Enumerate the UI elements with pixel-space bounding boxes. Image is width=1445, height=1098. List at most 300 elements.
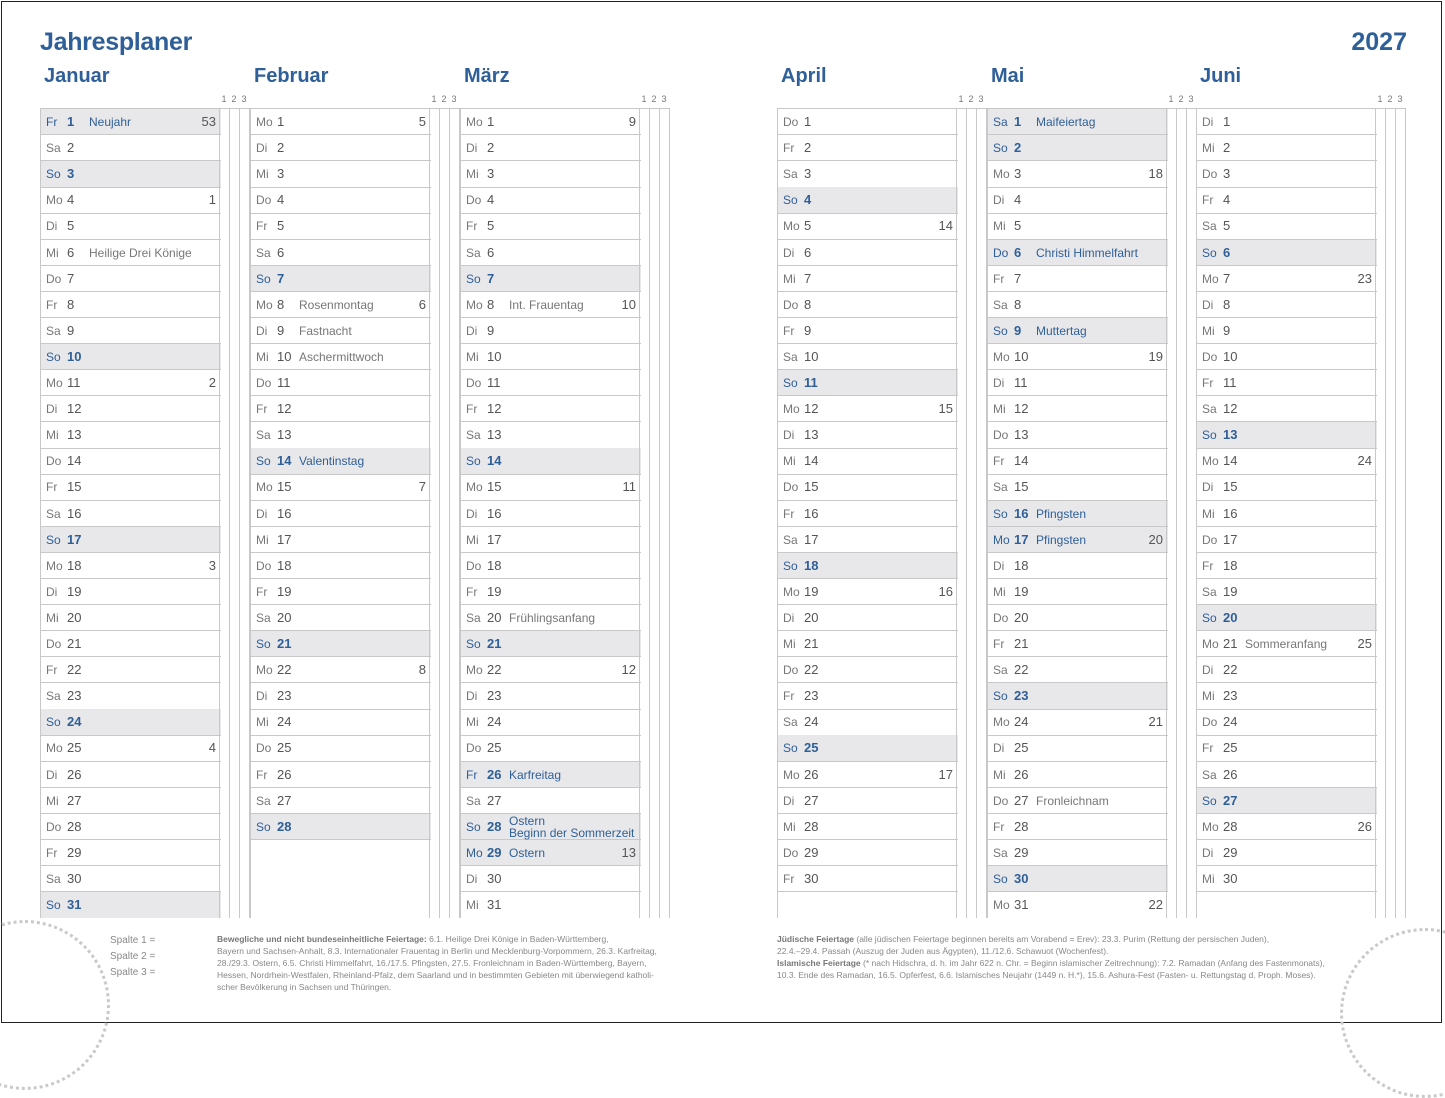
day-row[interactable] bbox=[461, 501, 641, 527]
weekday-label: Do bbox=[1202, 349, 1218, 364]
day-number: 9 bbox=[67, 322, 75, 338]
day-row[interactable] bbox=[1197, 213, 1377, 239]
day-number: 6 bbox=[1014, 244, 1022, 260]
weekday-label: Di bbox=[783, 245, 795, 260]
day-row[interactable] bbox=[461, 161, 641, 187]
day-row[interactable] bbox=[461, 422, 641, 448]
day-row[interactable] bbox=[41, 187, 221, 213]
weekday-label: Fr bbox=[783, 689, 795, 704]
weekday-label: Fr bbox=[46, 115, 58, 129]
weekday-label: So bbox=[993, 871, 1008, 886]
day-row[interactable] bbox=[778, 448, 958, 474]
day-row[interactable] bbox=[778, 866, 958, 892]
day-row[interactable] bbox=[1197, 344, 1377, 370]
day-row[interactable] bbox=[461, 709, 641, 735]
day-row[interactable] bbox=[41, 892, 221, 918]
day-row[interactable] bbox=[41, 266, 221, 292]
day-row[interactable] bbox=[461, 762, 641, 788]
day-row[interactable] bbox=[1197, 735, 1377, 761]
weekday-label: Do bbox=[466, 741, 482, 756]
day-row[interactable] bbox=[778, 683, 958, 709]
day-row[interactable] bbox=[778, 579, 958, 605]
day-row[interactable] bbox=[778, 370, 958, 396]
day-row[interactable] bbox=[778, 631, 958, 657]
day-row[interactable] bbox=[251, 709, 431, 735]
day-row[interactable] bbox=[41, 631, 221, 657]
day-row[interactable] bbox=[461, 527, 641, 553]
weekday-label: Di bbox=[466, 141, 478, 156]
day-number: 14 bbox=[487, 453, 502, 469]
day-number: 24 bbox=[1014, 714, 1029, 730]
day-row[interactable] bbox=[1197, 866, 1377, 892]
day-number: 30 bbox=[1014, 870, 1029, 886]
weekday-label: Mo bbox=[1202, 637, 1219, 651]
day-number: 16 bbox=[67, 505, 82, 521]
day-row[interactable] bbox=[988, 187, 1168, 213]
day-number: 2 bbox=[1014, 140, 1022, 156]
day-row[interactable] bbox=[778, 344, 958, 370]
day-row[interactable] bbox=[988, 892, 1168, 918]
day-row[interactable] bbox=[988, 553, 1168, 579]
weekday-label: Fr bbox=[993, 637, 1005, 651]
day-row[interactable] bbox=[251, 135, 431, 161]
week-number: 13 bbox=[621, 844, 636, 860]
day-row[interactable] bbox=[251, 474, 431, 500]
day-row[interactable] bbox=[251, 161, 431, 187]
column-number: 1 bbox=[221, 94, 227, 104]
weekday-label: Mo bbox=[46, 193, 63, 208]
day-number: 22 bbox=[277, 662, 292, 678]
day-row[interactable] bbox=[1197, 422, 1377, 448]
day-row[interactable] bbox=[778, 840, 958, 866]
weekday-label: Di bbox=[1202, 297, 1214, 312]
weekday-label: Sa bbox=[1202, 767, 1217, 782]
day-row[interactable] bbox=[778, 501, 958, 527]
day-row[interactable] bbox=[1197, 474, 1377, 500]
day-row[interactable] bbox=[41, 709, 221, 735]
weekday-label: So bbox=[783, 376, 798, 390]
day-number: 3 bbox=[67, 166, 75, 182]
day-row[interactable] bbox=[778, 292, 958, 318]
day-row[interactable] bbox=[461, 631, 641, 657]
weekday-label: Mi bbox=[1202, 689, 1215, 704]
day-row[interactable] bbox=[251, 422, 431, 448]
day-row[interactable] bbox=[461, 292, 641, 318]
day-row[interactable] bbox=[778, 396, 958, 422]
day-number: 13 bbox=[487, 427, 502, 443]
day-number: 7 bbox=[67, 270, 75, 286]
weekday-label: So bbox=[46, 898, 61, 912]
weekday-label: Mo bbox=[466, 845, 483, 860]
column-number: 3 bbox=[978, 94, 984, 104]
day-row[interactable] bbox=[461, 657, 641, 683]
day-row[interactable] bbox=[778, 762, 958, 788]
day-number: 31 bbox=[487, 897, 502, 912]
day-row[interactable] bbox=[988, 292, 1168, 318]
day-number: 23 bbox=[67, 688, 82, 704]
day-row[interactable] bbox=[41, 814, 221, 840]
day-row[interactable] bbox=[988, 396, 1168, 422]
day-row[interactable] bbox=[1197, 292, 1377, 318]
weekday-label: Do bbox=[993, 793, 1009, 808]
day-row[interactable] bbox=[988, 448, 1168, 474]
week-number: 10 bbox=[621, 296, 636, 312]
day-row[interactable] bbox=[251, 448, 431, 474]
day-row[interactable] bbox=[1197, 501, 1377, 527]
column-legend bbox=[110, 933, 155, 981]
day-row[interactable] bbox=[41, 866, 221, 892]
day-row[interactable] bbox=[778, 187, 958, 213]
day-row[interactable] bbox=[1197, 762, 1377, 788]
day-row[interactable] bbox=[461, 370, 641, 396]
day-row[interactable] bbox=[41, 840, 221, 866]
day-row[interactable] bbox=[461, 396, 641, 422]
day-row[interactable] bbox=[988, 735, 1168, 761]
day-row[interactable] bbox=[461, 735, 641, 761]
day-row[interactable] bbox=[41, 109, 221, 135]
notes-title: Islamische Feiertage bbox=[777, 958, 861, 968]
day-number: 10 bbox=[67, 348, 82, 364]
day-row[interactable] bbox=[461, 683, 641, 709]
day-row[interactable] bbox=[988, 631, 1168, 657]
day-row[interactable] bbox=[41, 579, 221, 605]
weekday-label: Fr bbox=[256, 584, 268, 599]
day-row[interactable] bbox=[1197, 657, 1377, 683]
day-row[interactable] bbox=[988, 318, 1168, 344]
day-row[interactable] bbox=[1197, 396, 1377, 422]
year-label: 2027 bbox=[1351, 28, 1407, 56]
column-number: 1 bbox=[431, 94, 437, 104]
day-row[interactable] bbox=[41, 657, 221, 683]
day-row[interactable] bbox=[988, 135, 1168, 161]
day-number: 31 bbox=[1014, 897, 1029, 912]
day-row[interactable] bbox=[1197, 527, 1377, 553]
day-row[interactable] bbox=[461, 840, 641, 866]
weekday-label: Sa bbox=[256, 245, 271, 260]
weekday-label: Mo bbox=[993, 167, 1010, 182]
day-row[interactable] bbox=[1197, 579, 1377, 605]
weekday-label: Mo bbox=[466, 480, 483, 495]
month-name: Januar bbox=[44, 65, 110, 87]
day-row[interactable] bbox=[988, 657, 1168, 683]
day-row[interactable] bbox=[251, 370, 431, 396]
day-row[interactable] bbox=[41, 318, 221, 344]
day-row[interactable] bbox=[251, 553, 431, 579]
day-row[interactable] bbox=[251, 605, 431, 631]
day-row[interactable] bbox=[251, 579, 431, 605]
day-row[interactable] bbox=[461, 344, 641, 370]
day-number: 20 bbox=[67, 609, 82, 625]
day-row[interactable] bbox=[461, 474, 641, 500]
day-row[interactable] bbox=[41, 605, 221, 631]
month-column bbox=[460, 62, 670, 918]
day-row[interactable] bbox=[251, 657, 431, 683]
day-row[interactable] bbox=[778, 814, 958, 840]
day-row[interactable] bbox=[988, 762, 1168, 788]
day-row[interactable] bbox=[778, 605, 958, 631]
day-row[interactable] bbox=[1197, 553, 1377, 579]
grid-line bbox=[1186, 108, 1187, 918]
day-row[interactable] bbox=[41, 292, 221, 318]
day-row[interactable] bbox=[778, 422, 958, 448]
day-number: 22 bbox=[487, 662, 502, 678]
holiday-label: Pfingsten bbox=[1036, 532, 1087, 547]
weekday-label: Do bbox=[1202, 167, 1218, 182]
day-row[interactable] bbox=[41, 213, 221, 239]
day-row[interactable] bbox=[251, 788, 431, 814]
day-row[interactable] bbox=[988, 840, 1168, 866]
day-row[interactable] bbox=[988, 422, 1168, 448]
day-row[interactable] bbox=[1197, 840, 1377, 866]
day-row[interactable] bbox=[988, 709, 1168, 735]
day-row[interactable] bbox=[778, 553, 958, 579]
day-row[interactable] bbox=[988, 266, 1168, 292]
day-row[interactable] bbox=[461, 318, 641, 344]
day-row[interactable] bbox=[251, 814, 431, 840]
day-row[interactable] bbox=[41, 396, 221, 422]
day-number: 20 bbox=[1223, 609, 1238, 625]
day-row[interactable] bbox=[1197, 187, 1377, 213]
day-row[interactable] bbox=[41, 553, 221, 579]
day-row[interactable] bbox=[251, 213, 431, 239]
week-number: 9 bbox=[628, 114, 636, 129]
weekday-label: Mi bbox=[993, 584, 1006, 599]
day-row[interactable] bbox=[251, 501, 431, 527]
day-row[interactable] bbox=[1197, 109, 1377, 135]
day-row[interactable] bbox=[461, 788, 641, 814]
day-row[interactable] bbox=[41, 344, 221, 370]
day-row[interactable] bbox=[41, 501, 221, 527]
day-row[interactable] bbox=[1197, 605, 1377, 631]
day-row[interactable] bbox=[1197, 448, 1377, 474]
day-number: 2 bbox=[277, 140, 285, 156]
day-row[interactable] bbox=[251, 762, 431, 788]
day-number: 27 bbox=[1014, 792, 1029, 808]
day-number: 27 bbox=[487, 792, 502, 808]
day-row[interactable] bbox=[461, 213, 641, 239]
week-number: 21 bbox=[1148, 714, 1163, 730]
day-row[interactable] bbox=[461, 135, 641, 161]
day-row[interactable] bbox=[251, 631, 431, 657]
weekday-label: Di bbox=[1202, 480, 1214, 495]
day-row[interactable] bbox=[41, 135, 221, 161]
notes-text: 28./29.3. Ostern, 6.5. Christi Himmelfahrt, 16./17.5. Pfingsten, 27.5. Fronleichnam in Baden-Württemberg, Bayern, bbox=[217, 958, 647, 968]
day-row[interactable] bbox=[251, 683, 431, 709]
weekday-label: Sa bbox=[993, 115, 1008, 129]
day-row[interactable] bbox=[988, 605, 1168, 631]
day-number: 14 bbox=[804, 453, 819, 469]
weekday-label: Di bbox=[256, 689, 268, 704]
day-row[interactable] bbox=[988, 866, 1168, 892]
day-row[interactable] bbox=[778, 788, 958, 814]
day-number: 9 bbox=[1223, 322, 1231, 338]
day-number: 9 bbox=[804, 322, 812, 338]
day-row[interactable] bbox=[988, 501, 1168, 527]
weekday-label: Fr bbox=[783, 871, 795, 886]
column-number: 3 bbox=[1397, 94, 1403, 104]
day-row[interactable] bbox=[41, 422, 221, 448]
weekday-label: Mi bbox=[256, 167, 269, 182]
day-row[interactable] bbox=[778, 213, 958, 239]
column-number: 2 bbox=[651, 94, 657, 104]
day-row[interactable] bbox=[41, 240, 221, 266]
day-row[interactable] bbox=[778, 135, 958, 161]
day-row[interactable] bbox=[41, 448, 221, 474]
day-row[interactable] bbox=[1197, 318, 1377, 344]
day-row[interactable] bbox=[461, 187, 641, 213]
day-row[interactable] bbox=[1197, 788, 1377, 814]
weekday-label: Di bbox=[466, 506, 478, 521]
weekday-label: So bbox=[1202, 793, 1217, 808]
day-number: 5 bbox=[67, 218, 75, 234]
day-row[interactable] bbox=[251, 266, 431, 292]
day-number: 28 bbox=[804, 818, 819, 834]
weekday-label: Fr bbox=[466, 219, 478, 234]
day-number: 18 bbox=[804, 557, 819, 573]
weekday-label: Fr bbox=[993, 819, 1005, 834]
day-row[interactable] bbox=[988, 161, 1168, 187]
day-row[interactable] bbox=[251, 527, 431, 553]
day-number: 23 bbox=[277, 688, 292, 704]
day-row[interactable] bbox=[41, 527, 221, 553]
day-row[interactable] bbox=[778, 657, 958, 683]
day-row[interactable] bbox=[1197, 240, 1377, 266]
weekday-label: So bbox=[1202, 245, 1217, 260]
day-row[interactable] bbox=[251, 187, 431, 213]
day-number: 26 bbox=[277, 766, 292, 782]
day-row[interactable] bbox=[461, 266, 641, 292]
day-row[interactable] bbox=[778, 474, 958, 500]
day-row[interactable] bbox=[1197, 683, 1377, 709]
day-row[interactable] bbox=[1197, 370, 1377, 396]
day-row[interactable] bbox=[988, 814, 1168, 840]
day-row[interactable] bbox=[461, 448, 641, 474]
day-row[interactable] bbox=[461, 605, 641, 631]
day-number: 8 bbox=[67, 296, 75, 312]
day-row[interactable] bbox=[778, 240, 958, 266]
week-number: 3 bbox=[208, 557, 216, 573]
day-row[interactable] bbox=[988, 474, 1168, 500]
day-row[interactable] bbox=[778, 318, 958, 344]
day-row[interactable] bbox=[988, 109, 1168, 135]
weekday-label: Fr bbox=[256, 219, 268, 234]
day-row[interactable] bbox=[461, 866, 641, 892]
day-row[interactable] bbox=[41, 474, 221, 500]
day-row[interactable] bbox=[461, 579, 641, 605]
day-row[interactable] bbox=[988, 788, 1168, 814]
grid-line bbox=[669, 108, 670, 918]
weekday-label: Sa bbox=[1202, 584, 1217, 599]
weekday-label: Do bbox=[256, 558, 272, 573]
day-row[interactable] bbox=[251, 735, 431, 761]
day-row[interactable] bbox=[461, 553, 641, 579]
day-row[interactable] bbox=[988, 344, 1168, 370]
day-number: 15 bbox=[277, 479, 292, 495]
weekday-label: Di bbox=[466, 323, 478, 338]
day-row[interactable] bbox=[251, 396, 431, 422]
day-number: 6 bbox=[1223, 244, 1231, 260]
day-number: 13 bbox=[277, 427, 292, 443]
weekday-label: Mi bbox=[466, 898, 479, 912]
day-number: 16 bbox=[277, 505, 292, 521]
week-number: 6 bbox=[418, 296, 426, 312]
day-row[interactable] bbox=[41, 788, 221, 814]
day-row[interactable] bbox=[41, 683, 221, 709]
day-row[interactable] bbox=[41, 762, 221, 788]
day-row[interactable] bbox=[251, 240, 431, 266]
day-number: 10 bbox=[1014, 348, 1029, 364]
day-row[interactable] bbox=[988, 240, 1168, 266]
day-row[interactable] bbox=[1197, 266, 1377, 292]
day-row[interactable] bbox=[461, 240, 641, 266]
day-row[interactable] bbox=[461, 814, 641, 840]
day-number: 13 bbox=[1223, 427, 1238, 443]
day-number: 10 bbox=[804, 348, 819, 364]
month-name: Februar bbox=[254, 65, 329, 87]
day-row[interactable] bbox=[1197, 709, 1377, 735]
day-row[interactable] bbox=[988, 579, 1168, 605]
holiday-label: Rosenmontag bbox=[299, 297, 374, 312]
weekday-label: Mi bbox=[466, 532, 479, 547]
day-row[interactable] bbox=[1197, 161, 1377, 187]
grid-line bbox=[1395, 108, 1396, 918]
day-row[interactable] bbox=[988, 683, 1168, 709]
day-number: 8 bbox=[804, 296, 812, 312]
day-row[interactable] bbox=[461, 109, 641, 135]
day-row[interactable] bbox=[988, 527, 1168, 553]
day-number: 12 bbox=[67, 401, 82, 417]
day-row[interactable] bbox=[1197, 135, 1377, 161]
day-row[interactable] bbox=[251, 344, 431, 370]
day-row[interactable] bbox=[251, 109, 431, 135]
day-row[interactable] bbox=[778, 266, 958, 292]
day-number: 24 bbox=[277, 714, 292, 730]
day-row[interactable] bbox=[1197, 631, 1377, 657]
day-row[interactable] bbox=[778, 527, 958, 553]
day-row[interactable] bbox=[461, 892, 641, 918]
holiday-label: Muttertag bbox=[1036, 323, 1087, 338]
day-number: 4 bbox=[487, 192, 495, 208]
weekday-label: Fr bbox=[466, 584, 478, 599]
day-row[interactable] bbox=[41, 370, 221, 396]
day-row[interactable] bbox=[778, 735, 958, 761]
weekday-label: Di bbox=[256, 141, 268, 156]
weekday-label: Sa bbox=[783, 715, 798, 730]
weekday-label: Di bbox=[783, 610, 795, 625]
day-row[interactable] bbox=[778, 709, 958, 735]
day-row[interactable] bbox=[778, 109, 958, 135]
day-number: 19 bbox=[277, 583, 292, 599]
day-row[interactable] bbox=[988, 213, 1168, 239]
day-row[interactable] bbox=[41, 735, 221, 761]
weekday-label: Sa bbox=[256, 793, 271, 808]
day-row[interactable] bbox=[778, 161, 958, 187]
day-row[interactable] bbox=[251, 318, 431, 344]
day-row[interactable] bbox=[41, 161, 221, 187]
day-row[interactable] bbox=[251, 292, 431, 318]
day-number: 18 bbox=[277, 557, 292, 573]
day-row[interactable] bbox=[988, 370, 1168, 396]
weekday-label: Fr bbox=[46, 663, 58, 678]
day-row[interactable] bbox=[1197, 814, 1377, 840]
day-number: 29 bbox=[1014, 844, 1029, 860]
weekday-label: Fr bbox=[466, 767, 478, 782]
weekday-label: Sa bbox=[1202, 219, 1217, 234]
day-number: 1 bbox=[1014, 114, 1022, 129]
weekday-label: So bbox=[466, 819, 481, 834]
weekday-label: Mo bbox=[1202, 271, 1219, 286]
day-number: 10 bbox=[277, 348, 292, 364]
